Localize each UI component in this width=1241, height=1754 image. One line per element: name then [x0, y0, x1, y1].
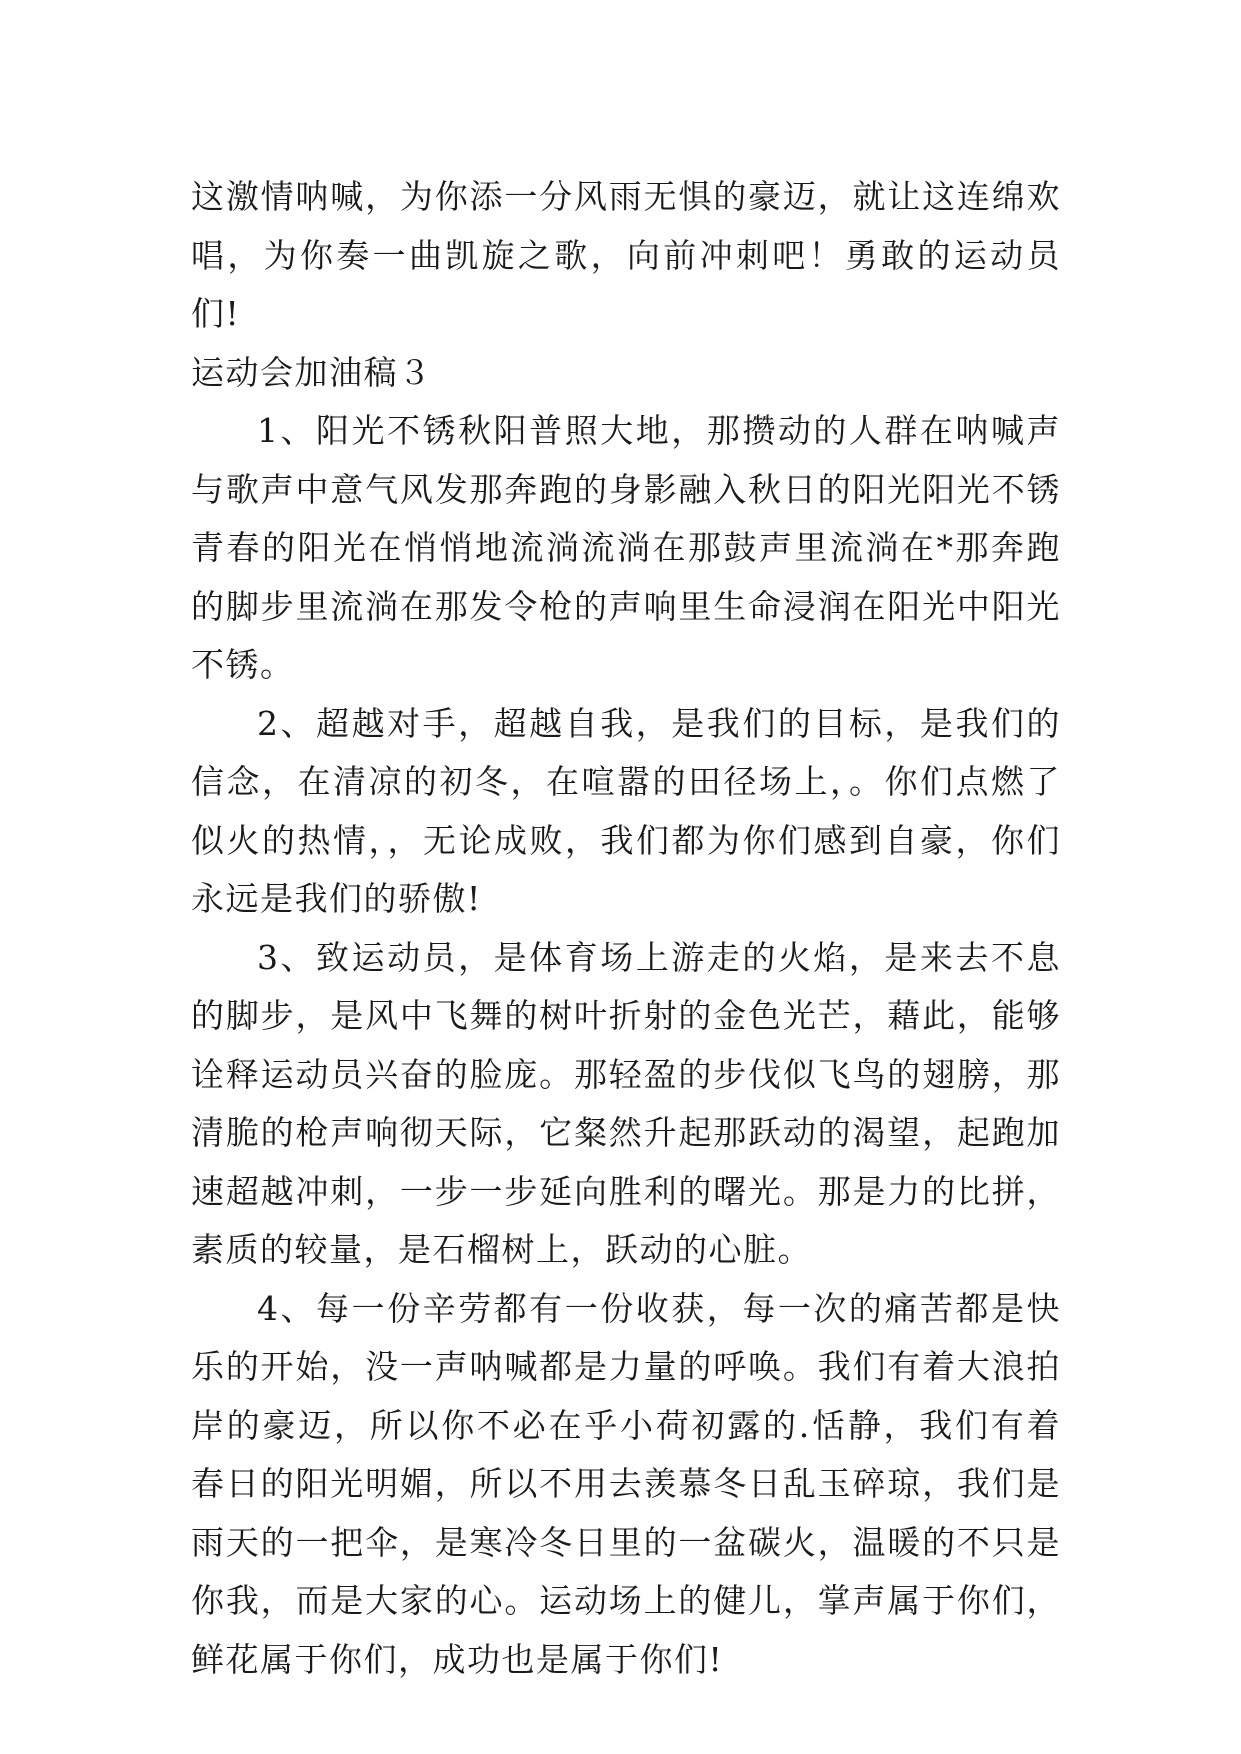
section-title: 运动会加油稿３	[191, 352, 433, 392]
paragraph-2: 2、超越对手，超越自我，是我们的目标，是我们的信念，在清凉的初冬，在喧嚣的田径场上，。你们点燃了似火的热情，，无论成败，我们都为你们感到自豪，你们永远是我们的骄傲!	[191, 703, 1061, 918]
paragraph-4: 4、每一份辛劳都有一份收获，每一次的痛苦都是快乐的开始，没一声呐喊都是力量的呼唤。我们有着大浪拍岸的豪迈，所以你不必在乎小荷初露的.恬静，我们有着春日的阳光明媚，所以不用去羡慕冬日乱玉碎琼，我们是雨天的一把伞，是寒冷冬日里的一盆碳火，温暖的不只是你我，而是大家的心。运动场上的健儿，掌声属于你们，鲜花属于你们，成功也是属于你们!	[191, 1288, 1061, 1679]
paragraph-1: 1、阳光不锈秋阳普照大地，那攒动的人群在呐喊声与歌声中意气风发那奔跑的身影融入秋日的阳光阳光不锈青春的阳光在悄悄地流淌流淌在那鼓声里流淌在*那奔跑的脚步里流淌在那发令枪的声响里生命浸润在阳光中阳光不锈。	[191, 411, 1061, 684]
document-body	[191, 168, 1061, 1689]
paragraph-3: 3、致运动员，是体育场上游走的火焰，是来去不息的脚步，是风中飞舞的树叶折射的金色光芒，藉此，能够诠释运动员兴奋的脸庞。那轻盈的步伐似飞鸟的翅膀，那清脆的枪声响彻天际，它粲然升起那跃动的渴望，起跑加速超越冲刺，一步一步延向胜利的曙光。那是力的比拼，素质的较量，是石榴树上，跃动的心脏。	[191, 937, 1061, 1269]
intro-paragraph: 这激情呐喊，为你添一分风雨无惧的豪迈，就让这连绵欢唱，为你奏一曲凯旋之歌，向前冲刺吧！勇敢的运动员们!	[191, 177, 1061, 333]
